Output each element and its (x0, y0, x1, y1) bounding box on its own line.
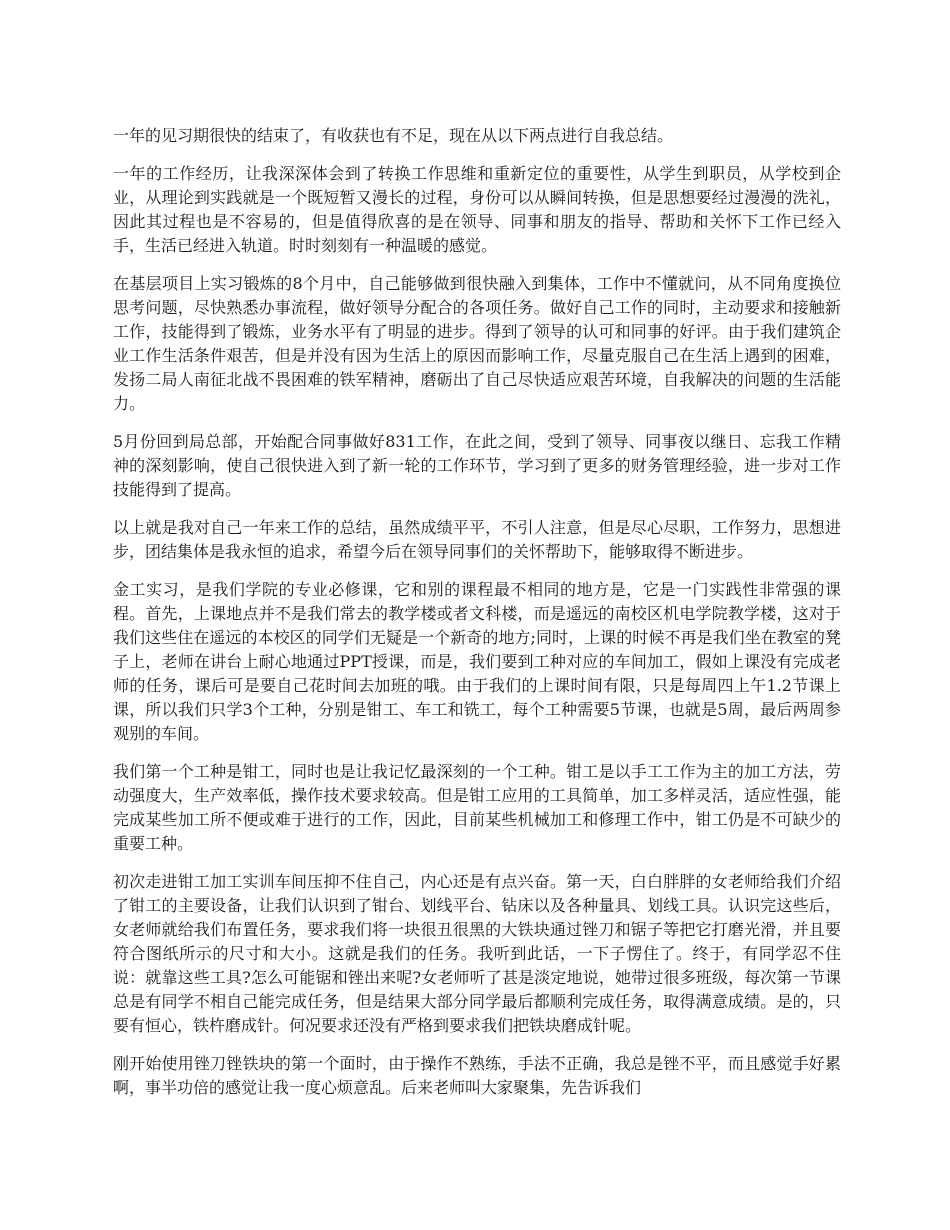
paragraph-1: 一年的见习期很快的结束了，有收获也有不足，现在从以下两点进行自我总结。 (113, 126, 674, 145)
paragraph-2: 一年的工作经历，让我深深体会到了转换工作思维和重新定位的重要性，从学生到职员，从学校到企业，从理论到实践就是一个既短暂又漫长的过程，身份可以从瞬间转换，但是思想要经过漫漫的洗礼，因此其过程也是不容易的，但是值得欣喜的是在领导、同事和朋友的指导、帮助和关怀下工作已经入手，生活已经进入轨道。时时刻刻有一种温暖的感觉。 (113, 164, 841, 255)
paragraph-5: 以上就是我对自己一年来工作的总结，虽然成绩平平，不引人注意，但是尽心尽职，工作努力，思想进步，团结集体是我永恒的追求，希望今后在领导同事们的关怀帮助下，能够取得不断进步。 (113, 518, 841, 561)
paragraph-4: 5月份回到局总部，开始配合同事做好831工作，在此之间，受到了领导、同事夜以继日、忘我工作精神的深刻影响，使自己很快进入到了新一轮的工作环节，学习到了更多的财务管理经验，进一步对工作技能得到了提高。 (113, 432, 841, 499)
paragraph-7: 我们第一个工种是钳工，同时也是让我记忆最深刻的一个工种。钳工是以手工工作为主的加工方法，劳动强度大，生产效率低，操作技术要求较高。但是钳工应用的工具简单，加工多样灵活，适应性强，能完成某些加工所不便或难于进行的工作，因此，目前某些机械加工和修理工作中，钳工仍是不可缺少的重要工种。 (113, 762, 841, 853)
paragraph-6: 金工实习，是我们学院的专业必修课，它和别的课程最不相同的地方是，它是一门实践性非常强的课程。首先，上课地点并不是我们常去的教学楼或者文科楼，而是遥远的南校区机电学院教学楼，这对于我们这些住在遥远的本校区的同学们无疑是一个新奇的地方;同时，上课的时候不再是我们坐在教室的凳子上，老师在讲台上耐心地通过PPT授课，而是，我们要到工种对应的车间加工，假如上课没有完成老师的任务，课后可是要自己花时间去加班的哦。由于我们的上课时间有限，只是每周四上午1.2节课上课，所以我们只学3个工种，分别是钳工、车工和铣工，每个工种需要5节课，也就是5周，最后两周参观别的车间。 (113, 580, 841, 743)
paragraph-9: 刚开始使用锉刀锉铁块的第一个面时，由于操作不熟练，手法不正确，我总是锉不平，而且感觉手好累啊，事半功倍的感觉让我一度心烦意乱。后来老师叫大家聚集，先告诉我们 (113, 1054, 841, 1097)
paragraph-8: 初次走进钳工加工实训车间压抑不住自己，内心还是有点兴奋。第一天，白白胖胖的女老师给我们介绍了钳工的主要设备，让我们认识到了钳台、划线平台、钻床以及各种量具、划线工具。认识完这些后，女老师就给我们布置任务，要求我们将一块很丑很黑的大铁块通过锉刀和锯子等把它打磨光滑，并且要符合图纸所示的尺寸和大小。这就是我们的任务。我听到此话，一下子愣住了。终于，有同学忍不住说：就靠这些工具?怎么可能锯和锉出来呢?女老师听了甚是淡定地说，她带过很多班级，每次第一节课总是有同学不相自己能完成任务，但是结果大部分同学最后都顺利完成任务，取得满意成绩。是的，只要有恒心，铁杵磨成针。何况要求还没有严格到要求我们把铁块磨成针呢。 (113, 872, 841, 1035)
paragraph-3: 在基层项目上实习锻炼的8个月中，自己能够做到很快融入到集体，工作中不懂就问，从不同角度换位思考问题，尽快熟悉办事流程，做好领导分配合的各项任务。做好自己工作的同时，主动要求和接触新工作，技能得到了锻炼，业务水平有了明显的进步。得到了领导的认可和同事的好评。由于我们建筑企业工作生活条件艰苦，但是并没有因为生活上的原因而影响工作，尽量克服自己在生活上遇到的困难，发扬二局人南征北战不畏困难的铁军精神，磨砺出了自己尽快适应艰苦环境，自我解决的问题的生活能力。 (113, 274, 841, 413)
document-body (113, 124, 841, 1114)
